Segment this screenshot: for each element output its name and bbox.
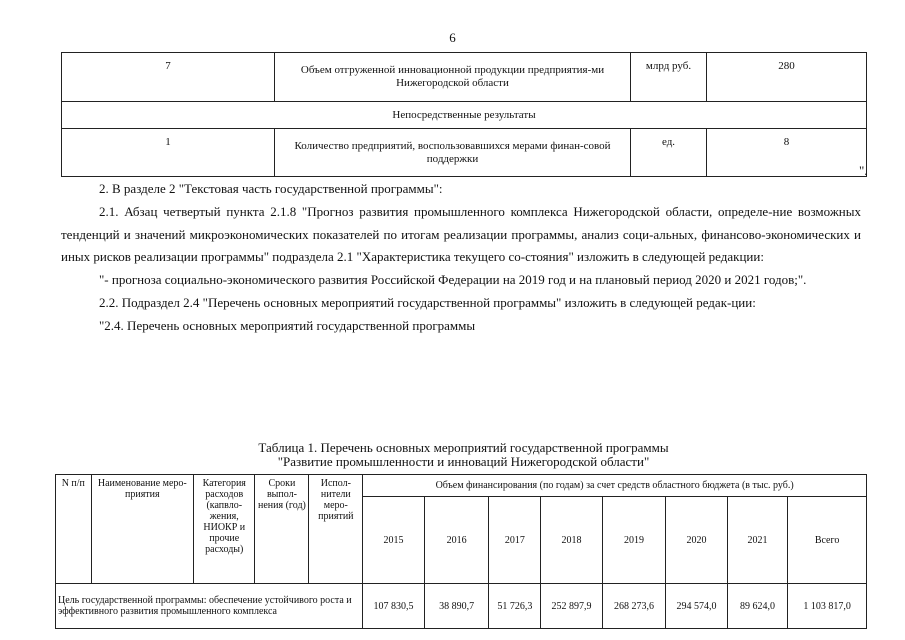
closing-quote: ". xyxy=(859,163,868,178)
header-terms: Сроки выпол-нения (год) xyxy=(255,475,309,584)
table-caption xyxy=(61,441,866,469)
row-number: 1 xyxy=(62,129,275,177)
header-year: 2018 xyxy=(541,497,602,584)
indicator-unit: ед. xyxy=(631,129,707,177)
paragraph: 2.2. Подраздел 2.4 "Перечень основных мероприятий государственной программы" изложить в следующей редак-ции: xyxy=(99,294,756,310)
document-body xyxy=(61,178,861,338)
goal-value: 268 273,6 xyxy=(602,584,666,629)
table-section-row xyxy=(62,102,867,129)
paragraph: "2.4. Перечень основных мероприятий государственной программы xyxy=(99,317,476,333)
header-num: N п/п xyxy=(56,475,92,584)
indicators-table-continuation xyxy=(61,52,867,177)
header-total: Всего xyxy=(788,497,867,584)
goal-value: 252 897,9 xyxy=(541,584,602,629)
header-year: 2016 xyxy=(424,497,489,584)
section-title: Непосредственные результаты xyxy=(62,102,867,129)
paragraph: "- прогноза социально-экономического развития Российской Федерации на 2019 год и на плановый период 2020 и 2021 годов;". xyxy=(99,272,807,288)
table-caption-line: "Развитие промышленности и инноваций Нижегородской области" xyxy=(277,454,650,469)
table-row xyxy=(62,53,867,102)
header-financing: Объем финансирования (по годам) за счет средств областного бюджета (в тыс. руб.) xyxy=(363,475,867,497)
table-caption-line: Таблица 1. Перечень основных мероприятий государственной программы xyxy=(258,440,669,455)
goal-value: 51 726,3 xyxy=(489,584,541,629)
goal-value: 38 890,7 xyxy=(424,584,489,629)
indicator-name: Количество предприятий, воспользовавшихся мерами финан-совой поддержки xyxy=(275,129,631,177)
programme-activities-table xyxy=(55,474,867,629)
goal-label: Цель государственной программы: обеспечение устойчивого роста и эффективного развития промышленного комплекса xyxy=(56,584,363,629)
goal-value: 1 103 817,0 xyxy=(788,584,867,629)
header-year: 2015 xyxy=(363,497,424,584)
header-year: 2020 xyxy=(666,497,727,584)
header-category: Категория расходов (капвло-жения, НИОКР и прочие расходы) xyxy=(194,475,255,584)
indicator-value: 280 xyxy=(707,53,867,102)
table-header-row xyxy=(56,475,867,497)
row-number: 7 xyxy=(62,53,275,102)
header-name: Наименование меро-приятия xyxy=(91,475,193,584)
header-year: 2017 xyxy=(489,497,541,584)
goal-value: 89 624,0 xyxy=(727,584,787,629)
indicator-name: Объем отгруженной инновационной продукции предприятия-ми Нижегородской области xyxy=(275,53,631,102)
table-row xyxy=(56,584,867,629)
goal-value: 294 574,0 xyxy=(666,584,727,629)
header-executors: Испол-нители меро-приятий xyxy=(309,475,363,584)
indicator-value: 8 xyxy=(707,129,867,177)
table-row xyxy=(62,129,867,177)
paragraph: 2.1. Абзац четвертый пункта 2.1.8 "Прогноз развития промышленного комплекса Нижегородской области, определе-ние возможных тенденций и значений микроэкономических показателей по итогам реализации программы, анализ соци-альных, финансово-экономических и иных рисков реализации программы" подраздела 2.1 "Характеристика текущего со-стояния" изложить в следующей редакции: xyxy=(61,203,861,265)
goal-value: 107 830,5 xyxy=(363,584,424,629)
page-number: 6 xyxy=(449,30,456,45)
header-year: 2019 xyxy=(602,497,666,584)
paragraph: 2. В разделе 2 "Текстовая часть государственной программы": xyxy=(99,181,443,196)
header-year: 2021 xyxy=(727,497,787,584)
indicator-unit: млрд руб. xyxy=(631,53,707,102)
